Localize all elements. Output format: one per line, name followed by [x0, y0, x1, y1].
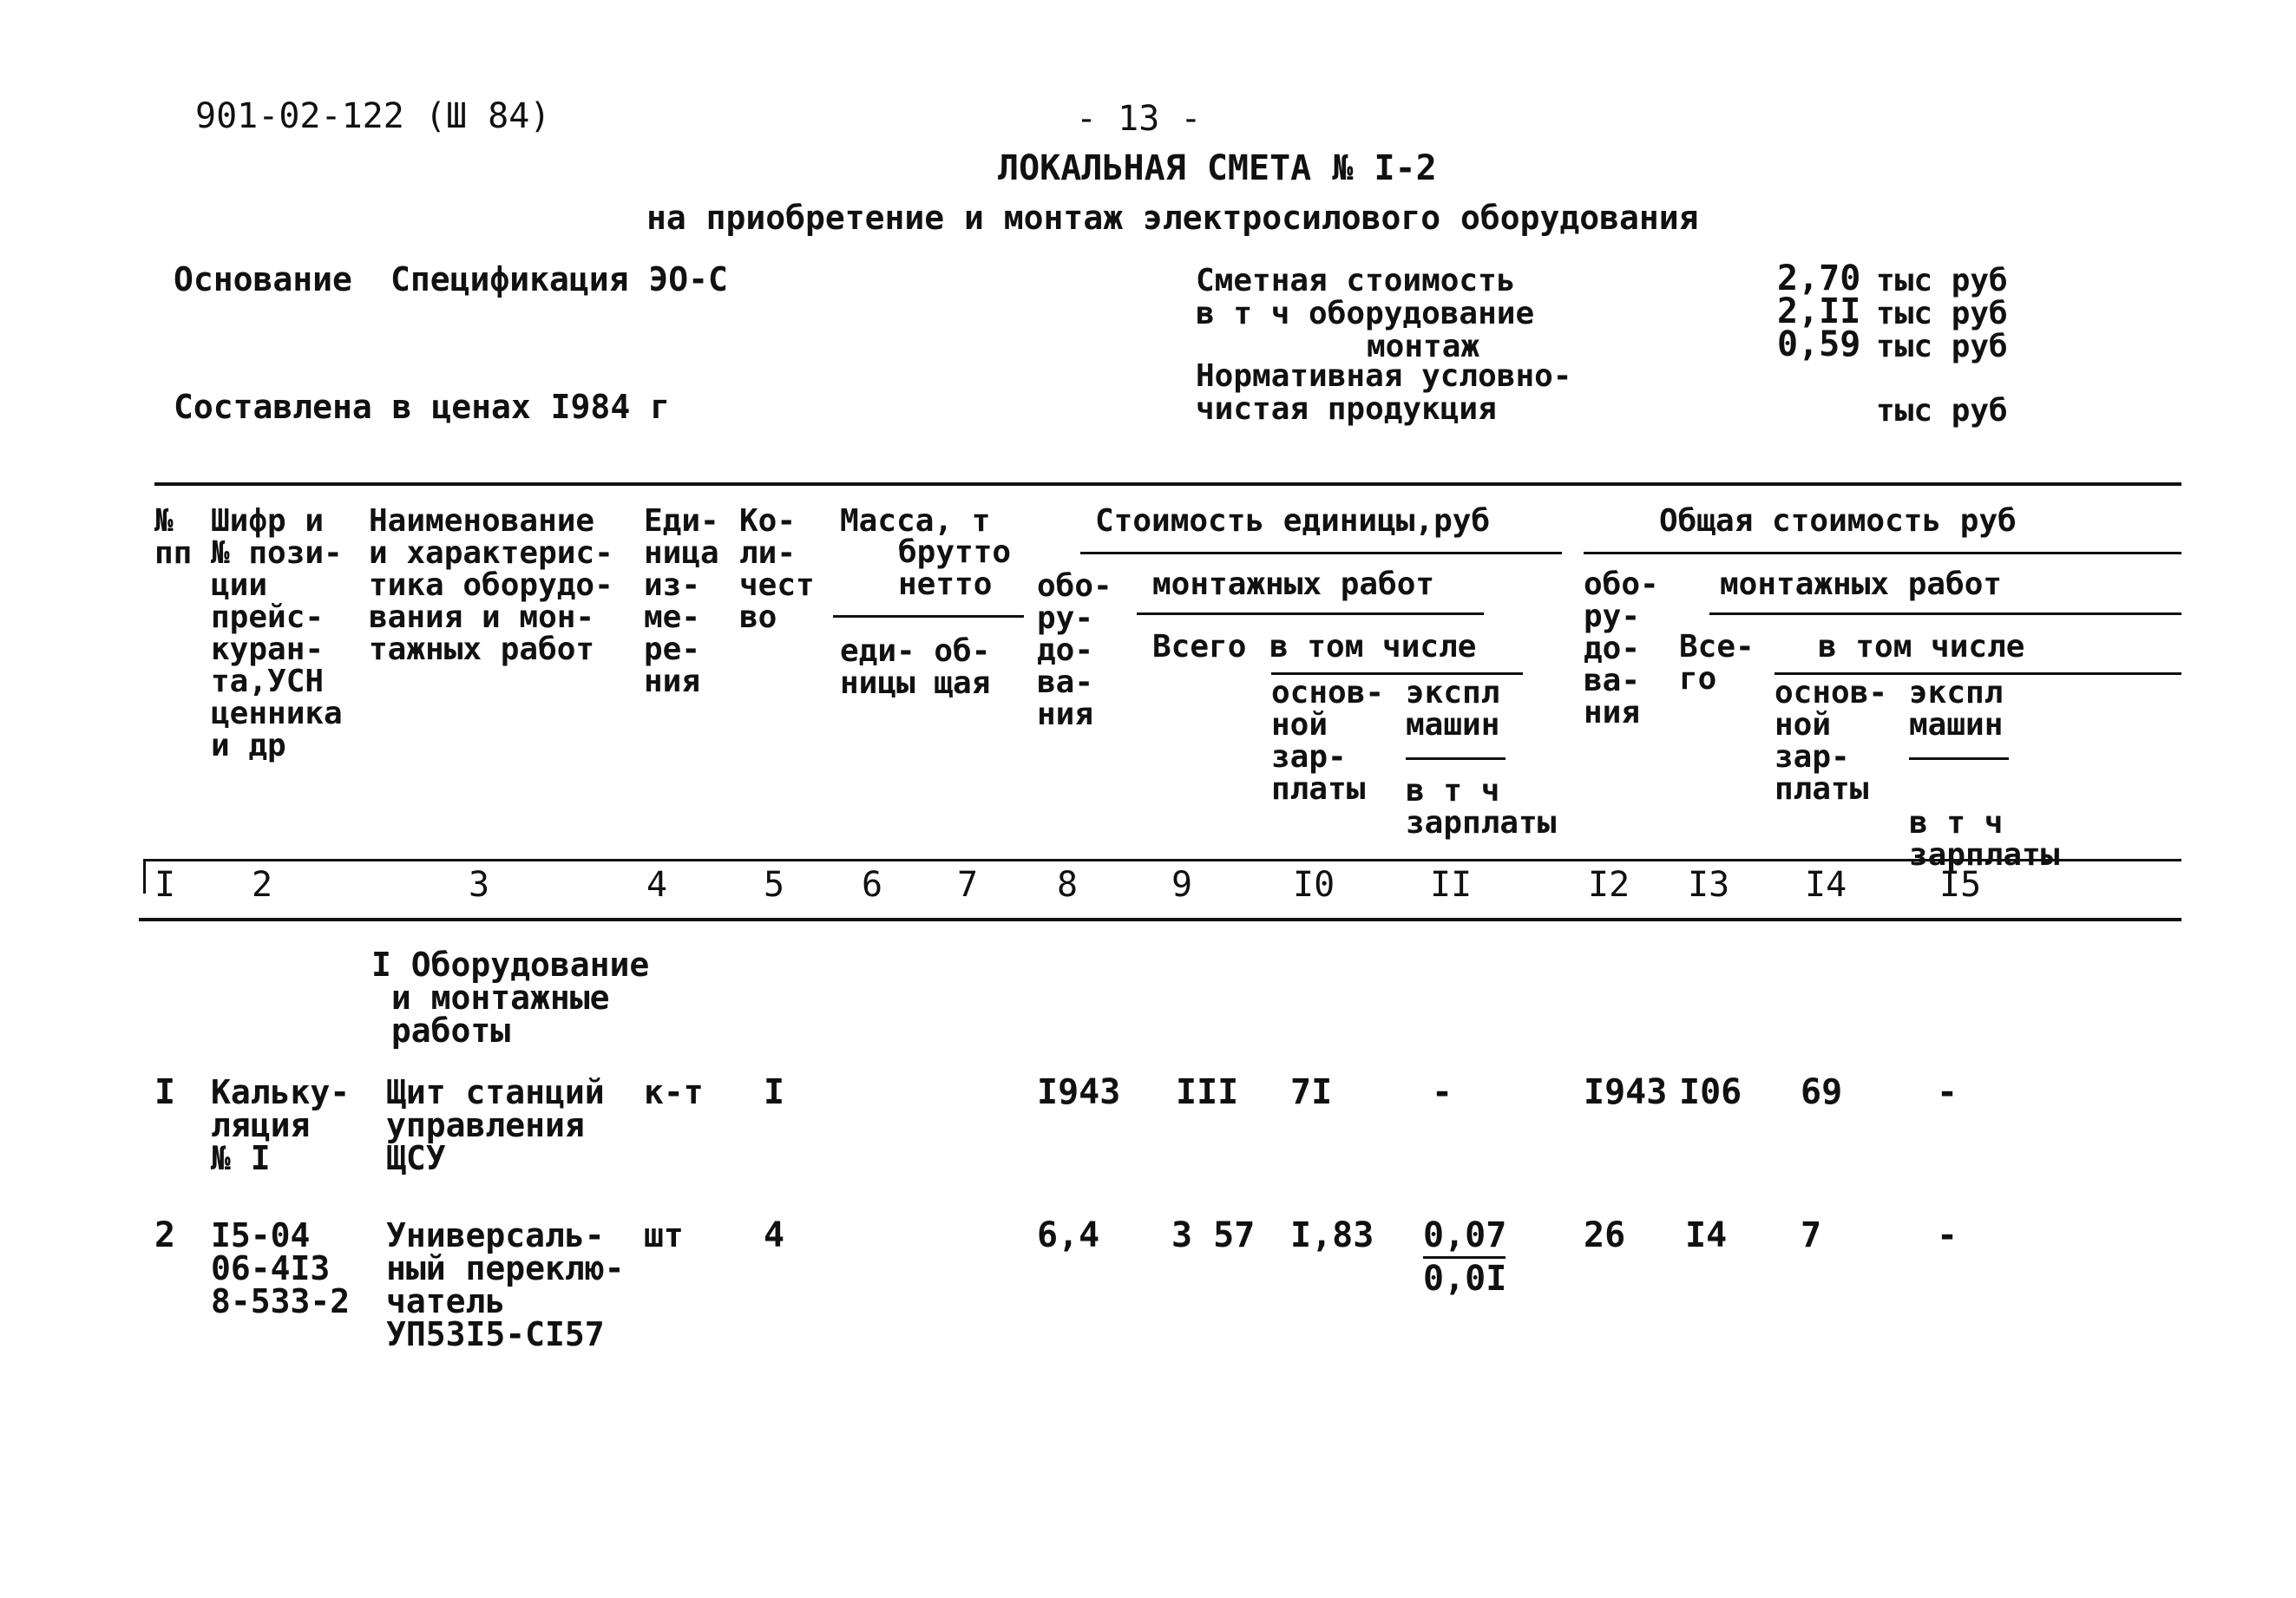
row-unit: к-т: [644, 1073, 704, 1111]
row-code: I5-04 06-4I3 8-533-2: [211, 1216, 351, 1320]
header-total-basic-wage: основ- ной зар- платы: [1774, 675, 1888, 807]
mass-rule: [833, 615, 1024, 618]
document-subtitle: на приобретение и монтаж электросилового оборудования: [646, 199, 1699, 237]
header-total-total: Все- го: [1679, 629, 1755, 697]
estimated-cost-label: Сметная стоимость: [1196, 263, 1516, 298]
row-total-basic: 7: [1801, 1215, 1822, 1255]
section-title: I Оборудование и монтажные работы: [371, 946, 650, 1050]
column-numbers-top-rule: [143, 859, 2181, 861]
header-total-cost: Общая стоимость руб: [1659, 503, 2017, 539]
row-unit: шт: [644, 1216, 684, 1254]
column-number: 7: [957, 865, 979, 905]
column-numbers-bottom-rule: [139, 918, 2181, 921]
row-unit-basic: 7I: [1290, 1072, 1333, 1112]
unit-cost-rule: [1080, 552, 1562, 554]
row-unit-machines-wage: 0,0I: [1423, 1259, 1507, 1299]
header-total-incl-wage: в т ч зарплаты: [1909, 805, 2060, 873]
column-number: 4: [646, 865, 668, 905]
unit-2: тыс руб: [1876, 296, 2008, 331]
basis-value: Спецификация ЭО-С: [390, 260, 728, 298]
row-name: Универсаль- ный переклю- чатель УП53I5-CI57: [386, 1216, 625, 1353]
column-number: I5: [1939, 865, 1982, 905]
prices-label: Составлена в ценах I984 г: [174, 388, 670, 426]
row-total-equipment: I943: [1584, 1072, 1668, 1112]
column-number: 2: [252, 865, 273, 905]
row-unit-total: III: [1176, 1072, 1239, 1112]
row-code: Кальку- ляция № I: [211, 1073, 351, 1177]
row-total-machines: -: [1937, 1072, 1958, 1112]
header-unit-total: Всего: [1152, 629, 1247, 665]
header-name: Наименование и характерис- тика оборудо- вания и мон- тажных работ: [369, 503, 613, 667]
normative-label: Нормативная условно- чистая продукция: [1196, 358, 1572, 427]
row-no: 2: [154, 1215, 176, 1255]
column-number: II: [1430, 865, 1473, 905]
equipment-value: 2,II: [1777, 291, 1861, 331]
column-number: 8: [1057, 865, 1079, 905]
header-unit-including: в том числе: [1269, 629, 1477, 665]
header-equipment-unit: обо- ру- до- ва- ния: [1037, 568, 1112, 732]
header-mass: Масса, т: [840, 503, 991, 539]
unit-3: тыс руб: [1876, 329, 2008, 364]
header-installation-unit: монтажных работ: [1152, 567, 1435, 602]
installation-value: 0,59: [1777, 324, 1861, 364]
machines-rule-2: [1909, 757, 2009, 760]
header-total-including: в том числе: [1818, 629, 2025, 665]
installation-rule-1: [1137, 612, 1484, 615]
row-unit-machines: 0,07: [1423, 1215, 1507, 1255]
header-installation-total: монтажных работ: [1720, 567, 2003, 602]
column-number: 6: [862, 865, 883, 905]
column-number: I0: [1293, 865, 1335, 905]
row-total-equipment: 26: [1584, 1215, 1626, 1255]
header-unit-basic-wage: основ- ной зар- платы: [1271, 675, 1385, 807]
row-unit-basic: I,83: [1290, 1215, 1374, 1255]
header-mass-sub: брутто нетто: [898, 534, 1012, 602]
row-unit-equipment: I943: [1037, 1072, 1121, 1112]
machines-rule-1: [1406, 757, 1506, 760]
total-cost-rule: [1584, 552, 2181, 554]
column-number: 5: [764, 865, 785, 905]
column-number: I4: [1805, 865, 1847, 905]
document-code: 901-02-122 (Ш 84): [195, 96, 551, 136]
estimated-cost-value: 2,70: [1777, 259, 1861, 298]
header-total-machines: экспл машин: [1909, 675, 2004, 743]
header-unit: Еди- ница из- ме- ре- ния: [644, 503, 719, 699]
page-number: - 13 -: [1076, 99, 1202, 139]
row-unit-total: 3 57: [1171, 1215, 1256, 1255]
row-no: I: [154, 1072, 176, 1112]
column-number: 3: [469, 865, 490, 905]
row-unit-equipment: 6,4: [1037, 1215, 1100, 1255]
row-qty: 4: [764, 1215, 785, 1255]
column-numbers-left-tick: [143, 859, 146, 894]
basis-label: Основание: [174, 260, 352, 298]
column-number: I: [154, 865, 176, 905]
header-no: № пп: [154, 503, 193, 571]
equipment-label: в т ч оборудование: [1196, 296, 1535, 331]
header-unit-cost: Стоимость единицы,руб: [1095, 503, 1491, 539]
header-unit-incl-wage: в т ч зарплаты: [1406, 773, 1557, 841]
row-total-machines: -: [1937, 1215, 1958, 1255]
document-title: ЛОКАЛЬНАЯ СМЕТА № I-2: [998, 148, 1437, 188]
header-qty: Ко- ли- чест во: [739, 503, 815, 635]
header-unit-machines: экспл машин: [1406, 675, 1500, 743]
column-number: I2: [1588, 865, 1630, 905]
installation-label: монтаж: [1367, 329, 1480, 364]
unit-1: тыс руб: [1876, 263, 2008, 298]
row-total-basic: 69: [1801, 1072, 1843, 1112]
row-qty: I: [764, 1072, 785, 1112]
row-unit-machines: -: [1432, 1072, 1453, 1112]
header-code: Шифр и № пози- ции прейс- куран- та,УСН ценника и др: [211, 503, 343, 763]
row-name: Щит станций управления ЩСУ: [386, 1073, 605, 1177]
header-mass-unit: еди- об- ницы щая: [840, 633, 991, 701]
installation-rule-2: [1709, 612, 2181, 615]
column-number: 9: [1171, 865, 1193, 905]
column-number: I3: [1688, 865, 1730, 905]
unit-4: тыс руб: [1876, 393, 2008, 429]
table-top-rule: [154, 482, 2181, 486]
row-total-total: I06: [1679, 1072, 1742, 1112]
row-total-total: I4: [1685, 1215, 1728, 1255]
header-equipment-total: обо- ру- до- ва- ния: [1584, 567, 1659, 730]
